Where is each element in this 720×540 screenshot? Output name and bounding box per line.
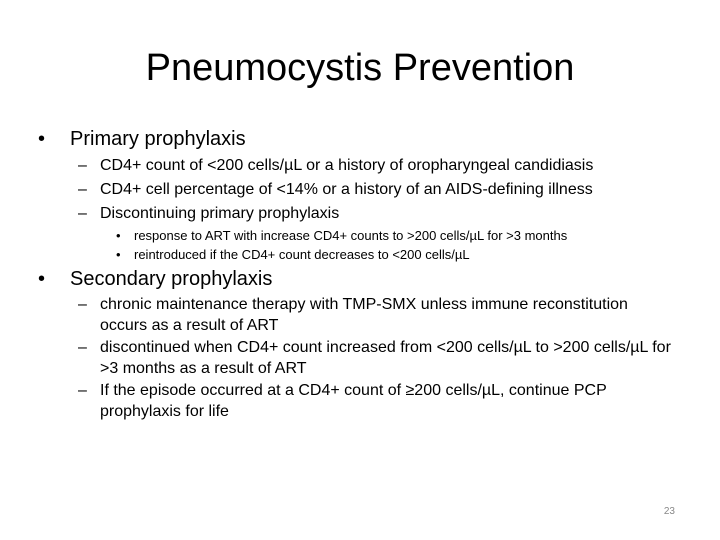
subitem-cd4-percentage bbox=[78, 179, 688, 200]
subitem-text: CD4+ cell percentage of <14% or a history of an AIDS-defining illness bbox=[100, 181, 593, 198]
bullet-marker: • bbox=[116, 228, 121, 243]
subitem-text: discontinued when CD4+ count increased from <200 cells/µL to >200 cells/µL for >3 months as a result of ART bbox=[100, 339, 671, 377]
bullet-text: Secondary prophylaxis bbox=[70, 268, 273, 290]
subitem-if-episode bbox=[78, 380, 678, 422]
subitem-discontinued-when bbox=[78, 337, 678, 379]
dash-marker: – bbox=[78, 296, 87, 313]
subitem-chronic-maintenance bbox=[78, 294, 638, 336]
subsubitem-text: response to ART with increase CD4+ counts to >200 cells/µL for >3 months bbox=[134, 228, 568, 243]
subsubitem-text: reintroduced if the CD4+ count decreases to <200 cells/µL bbox=[134, 247, 470, 262]
subsubitem-response-to-art bbox=[116, 227, 696, 244]
dash-marker: – bbox=[78, 339, 87, 356]
dash-marker: – bbox=[78, 181, 87, 198]
subitem-cd4-count bbox=[78, 155, 688, 176]
bullet-primary-prophylaxis bbox=[38, 126, 678, 152]
bullet-marker: • bbox=[38, 268, 46, 290]
dash-marker: – bbox=[78, 157, 87, 174]
subsubitem-reintroduced bbox=[116, 246, 696, 263]
subitem-text: Discontinuing primary prophylaxis bbox=[100, 205, 340, 222]
slide-number: 23 bbox=[663, 506, 675, 517]
subitem-text: CD4+ count of <200 cells/µL or a history of oropharyngeal candidiasis bbox=[100, 157, 594, 174]
bullet-text: Primary prophylaxis bbox=[70, 128, 246, 150]
slide-title: Pneumocystis Prevention bbox=[145, 47, 575, 89]
bullet-marker: • bbox=[38, 128, 46, 150]
dash-marker: – bbox=[78, 205, 87, 222]
subitem-discontinuing bbox=[78, 203, 688, 224]
subitem-text: If the episode occurred at a CD4+ count of ≥200 cells/µL, continue PCP prophylaxis for life bbox=[100, 382, 607, 420]
bullet-secondary-prophylaxis bbox=[38, 266, 678, 292]
dash-marker: – bbox=[78, 382, 87, 399]
subitem-text: chronic maintenance therapy with TMP-SMX unless immune reconstitution occurs as a result of ART bbox=[100, 296, 628, 334]
bullet-marker: • bbox=[116, 247, 121, 262]
